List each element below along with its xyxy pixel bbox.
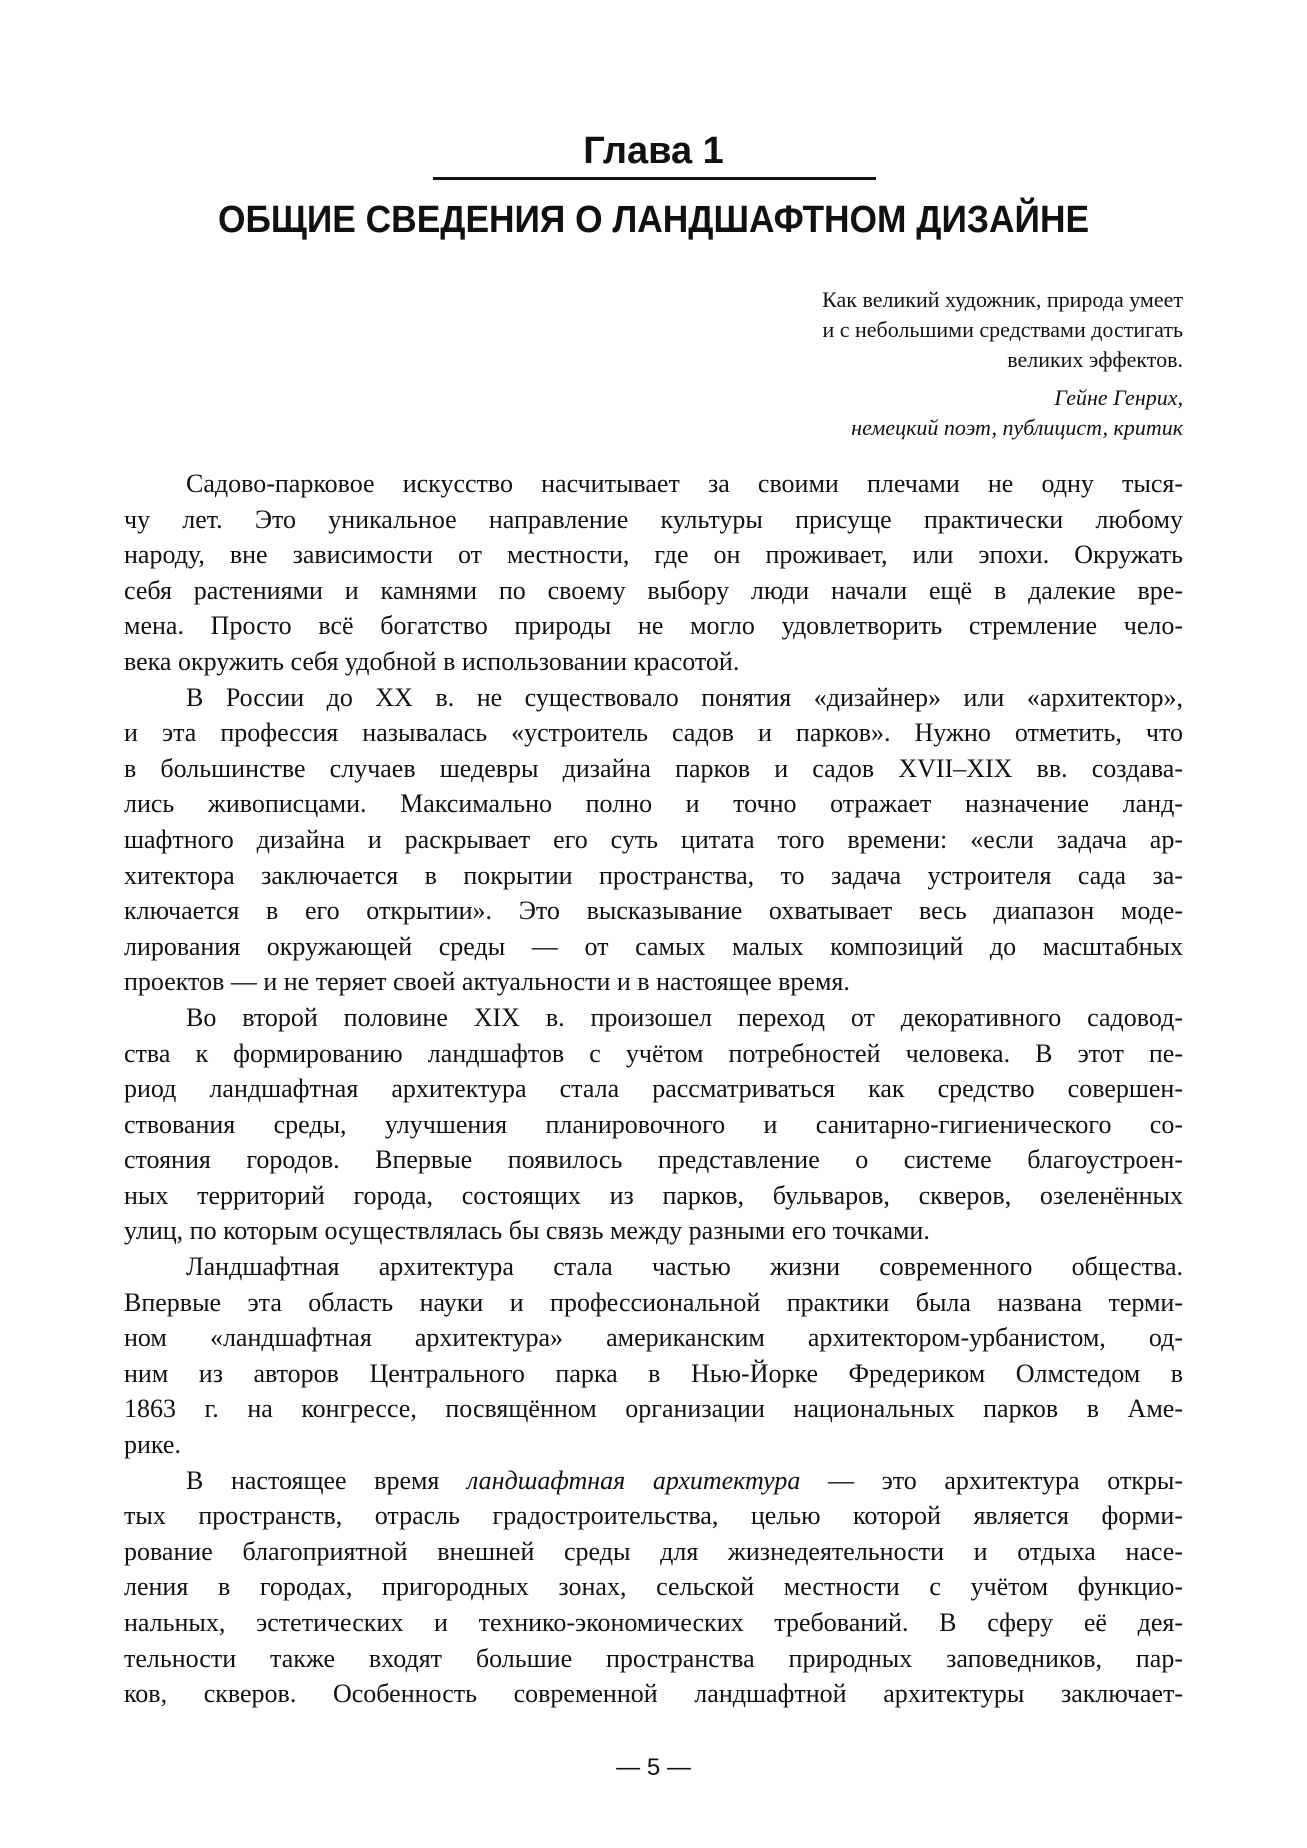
paragraph-line: лись живописцами. Максимально полно и точно отражает назначение ланд- (124, 789, 1183, 819)
epigraph-line: и с небольшими средствами достигать (822, 317, 1183, 342)
paragraph-line: ления в городах, пригородных зонах, сельской местности с учётом функцио- (124, 1572, 1183, 1602)
chapter-title: ОБЩИЕ СВЕДЕНИЯ О ЛАНДШАФТНОМ ДИЗАЙНЕ (217, 199, 1090, 241)
paragraph-line: улиц, по которым осуществлялась бы связь между разными его точками. (124, 1216, 930, 1246)
paragraph-line: шафтного дизайна и раскрывает его суть цитата того времени: «если задача ар- (124, 824, 1183, 854)
paragraph-line: ним из авторов Центрального парка в Нью-Йорке Фредериком Олмстедом в (124, 1358, 1183, 1388)
paragraph-line: стояния городов. Впервые появилось представление о системе благоустроен- (124, 1145, 1183, 1175)
paragraph-line: рование благоприятной внешней среды для жизнедеятельности и отдыха насе- (124, 1536, 1183, 1566)
epigraph-line: великих эффектов. (1007, 347, 1183, 372)
paragraph-line: 1863 г. на конгрессе, посвящённом организации национальных парков в Аме- (124, 1394, 1183, 1424)
paragraph-line: хитектора заключается в покрытии пространства, то задача устроителя сада за- (124, 860, 1183, 890)
epigraph (563, 285, 1183, 443)
paragraph-line: себя растениями и камнями по своему выбору люди начали ещё в далекие вре- (124, 575, 1183, 605)
paragraph-line: нальных, эстетических и технико-экономических требований. В сферу её дея- (124, 1608, 1183, 1637)
paragraph-line: ков, скверов. Особенность современной ландшафтной архитектуры заключает- (124, 1679, 1183, 1709)
paragraph-line: в большинстве случаев шедевры дизайна парков и садов XVII–XIX вв. создава- (124, 753, 1183, 783)
paragraph-line: тельности также входят большие пространства природных заповедников, пар- (124, 1643, 1183, 1673)
paragraph-line: ключается в его открытии». Это высказывание охватывает весь диапазон моде- (124, 896, 1183, 926)
paragraph-line: и эта профессия называлась «устроитель садов и парков». Нужно отметить, что (124, 718, 1183, 748)
paragraph-line-with-term (124, 1463, 1183, 1499)
paragraph-line: тых пространств, отрасль градостроительства, целью которой является форми- (124, 1501, 1183, 1531)
paragraph-line: ных территорий города, состоящих из парков, бульваров, скверов, озеленённых (124, 1180, 1183, 1210)
paragraph-line: Во второй половине XIX в. произошел переход от декоративного садовод- (186, 1002, 1183, 1032)
paragraph-line: лирования окружающей среды — от самых малых композиций до масштабных (124, 931, 1183, 961)
epigraph-author-description: немецкий поэт, публицист, критик (851, 415, 1183, 440)
paragraph-line: народу, вне зависимости от местности, где он проживает, или эпохи. Окружать (124, 540, 1183, 570)
paragraph-line: мена. Просто всё богатство природы не могло удовлетворить стремление чело- (124, 611, 1183, 641)
paragraph-text: — это архитектура откры- (800, 1465, 1183, 1495)
paragraph-line: Садово-парковое искусство насчитывает за своими плечами не одну тыся- (186, 469, 1183, 498)
chapter-underline (433, 177, 876, 180)
paragraph-line: чу лет. Это уникальное направление культуры присуще практически любому (124, 504, 1183, 534)
paragraph-line: риод ландшафтная архитектура стала рассматриваться как средство совершен- (124, 1074, 1183, 1104)
epigraph-author: Гейне Генрих, (1054, 385, 1183, 410)
paragraph-line: Ландшафтная архитектура стала частью жизни современного общества. (186, 1252, 1183, 1282)
epigraph-line: Как великий художник, природа умеет (822, 287, 1183, 312)
paragraph-line: ства к формированию ландшафтов с учётом потребностей человека. В этот пе- (124, 1038, 1183, 1068)
paragraph-line: рике. (124, 1430, 181, 1460)
paragraph-text: В настоящее время (186, 1465, 468, 1495)
paragraph-line: ствования среды, улучшения планировочного и санитарно-гигиенического со- (124, 1109, 1183, 1139)
paragraph-line: проектов — и не теряет своей актуальности и в настоящее время. (124, 967, 850, 997)
paragraph-line: В России до XX в. не существовало понятия «дизайнер» или «архитектор», (186, 682, 1183, 712)
defined-term: ландшафтная архитектура (467, 1465, 801, 1495)
paragraph-line: ном «ландшафтная архитектура» американским архитектором-урбанистом, од- (124, 1323, 1183, 1353)
paragraph-line: века окружить себя удобной в использовании красотой. (124, 646, 740, 676)
page-number: — 5 — (616, 1754, 691, 1781)
body-text (124, 466, 1183, 1712)
chapter-label: Глава 1 (583, 130, 724, 172)
paragraph-line: Впервые эта область науки и профессиональной практики была названа терми- (124, 1287, 1183, 1317)
